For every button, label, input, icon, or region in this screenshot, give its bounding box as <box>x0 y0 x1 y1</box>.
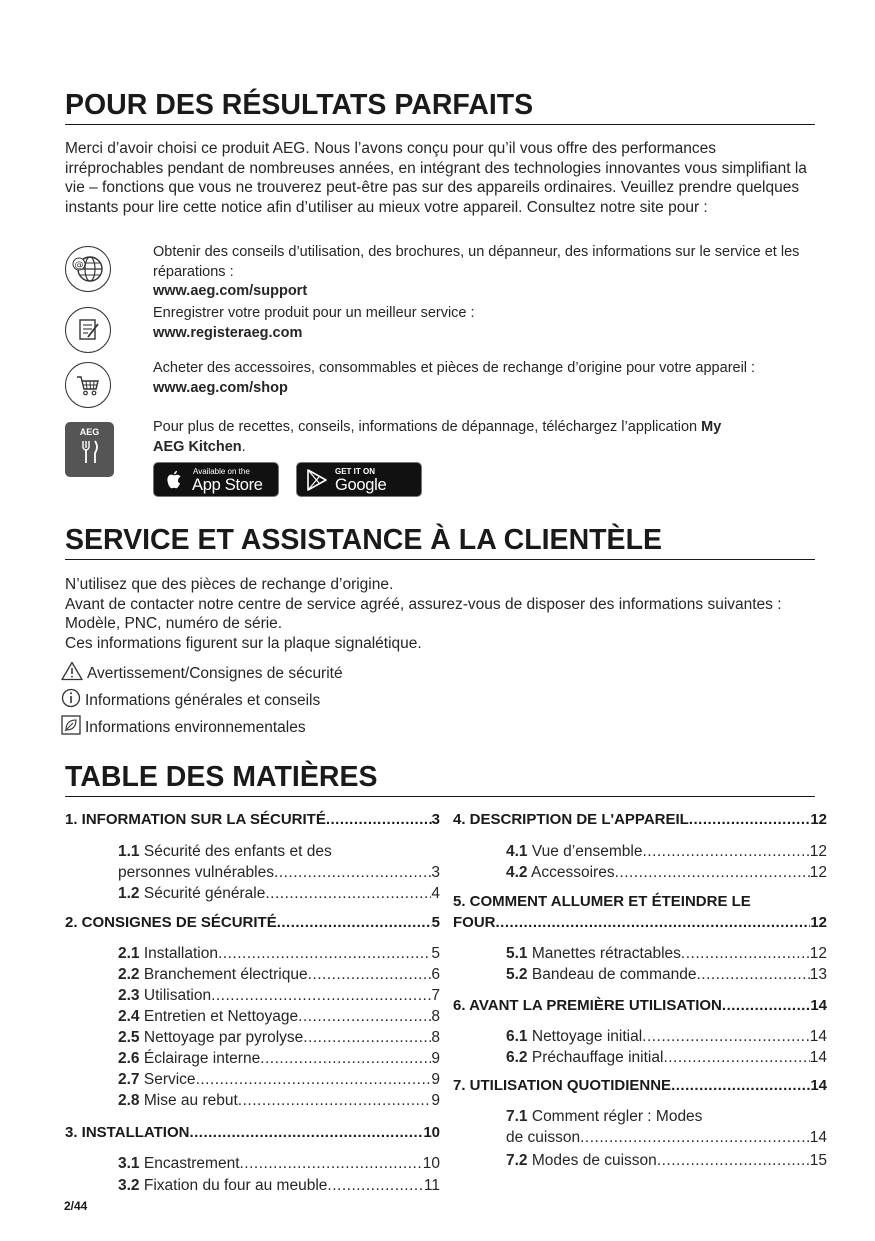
toc-entry[interactable] <box>506 863 827 884</box>
toc-entry-page: 6 <box>431 966 440 983</box>
toc-entry-page: 11 <box>423 1177 440 1194</box>
support-link[interactable]: www.aeg.com/support <box>153 283 308 299</box>
toc-entry-page: 14 <box>809 1028 827 1045</box>
toc-entry-page: 13 <box>809 966 827 983</box>
toc-entry-number: 7.2 <box>506 1152 528 1169</box>
toc-entry[interactable] <box>453 892 827 934</box>
toc-entry-title: 2. CONSIGNES DE SÉCURITÉ <box>65 914 277 931</box>
toc-entry[interactable] <box>506 965 827 986</box>
shopping-cart-icon <box>65 362 111 408</box>
legend-environment <box>61 715 306 740</box>
intro-paragraph: Merci d’avoir choisi ce produit AEG. Nous l’avons conçu pour qu’il vous offre des performances irréprochables pendant de nombreuses années, en intégrant des technologies innovantes vous simplifiant la vie – fonctions que vous ne trouverez peut-être pas sur des appareils ordinaires. Veuillez prendre quelques instants pour lire cette notice afin d’utiliser au mieux votre appareil. Consultez notre site pour : <box>65 140 807 216</box>
fork-knife-icon <box>78 439 102 465</box>
toc-entry-page: 4 <box>431 885 440 902</box>
toc-entry-number: 5.2 <box>506 966 528 983</box>
toc-entry-title: Sécurité générale <box>139 885 266 902</box>
toc-entry-page: 3 <box>431 811 440 828</box>
register-text-block <box>153 304 818 343</box>
toc-entry[interactable] <box>65 913 440 934</box>
aeg-kitchen-app-icon <box>65 422 114 477</box>
toc-entry-number: 2.4 <box>118 1008 140 1025</box>
toc-entry-title: Service <box>139 1071 196 1088</box>
toc-entry-number: 1.1 <box>118 843 140 860</box>
warning-triangle-icon <box>61 661 83 686</box>
toc-entry-number: 1.2 <box>118 885 140 902</box>
toc-entry-title: Installation <box>139 945 218 962</box>
toc-entry-page: 12 <box>809 864 827 881</box>
service-text <box>65 575 817 653</box>
toc-entry[interactable] <box>118 1028 440 1049</box>
toc-entry[interactable] <box>118 1007 440 1028</box>
toc-entry-page: 12 <box>810 811 827 828</box>
toc-entry-title: 3. INSTALLATION <box>65 1124 190 1141</box>
toc-entry-number: 2.5 <box>118 1029 140 1046</box>
toc-entry[interactable] <box>118 965 440 986</box>
toc-entry-page: 8 <box>431 1029 440 1046</box>
play-triangle-icon <box>305 468 329 492</box>
toc-entry-title: Éclairage interne <box>139 1050 261 1067</box>
support-text-block <box>153 243 818 302</box>
app-text-period: . <box>241 438 246 455</box>
globe-at-icon <box>65 246 111 292</box>
toc-entry[interactable] <box>118 884 440 905</box>
toc-entry-page: 14 <box>809 1049 827 1066</box>
toc-entry-page: 7 <box>431 987 440 1004</box>
toc-entry-number: 2.2 <box>118 966 140 983</box>
toc-entry-page: 12 <box>809 945 827 962</box>
app-store-badge[interactable] <box>153 462 279 497</box>
toc-entry[interactable] <box>65 1123 440 1144</box>
toc-entry-page: 8 <box>431 1008 440 1025</box>
toc-entry-title: 4. DESCRIPTION DE L'APPAREIL <box>453 811 689 828</box>
toc-entry-number: 3.2 <box>118 1177 140 1194</box>
google-play-big-text: Google Play <box>335 476 387 513</box>
toc-entry-title: Branchement électrique <box>139 966 308 983</box>
info-circle-icon <box>61 688 81 713</box>
apple-icon <box>164 469 184 491</box>
shop-text-block <box>153 359 818 398</box>
legend-warning <box>61 661 343 686</box>
app-text: Pour plus de recettes, conseils, informations de dépannage, téléchargez l’application <box>153 419 702 435</box>
toc-entry-page: 3 <box>431 863 440 881</box>
toc-entry[interactable] <box>506 1027 827 1048</box>
toc-entry[interactable] <box>453 810 827 831</box>
toc-entry-page: 14 <box>810 1077 827 1094</box>
toc-entry-title: Mise au rebut <box>139 1092 238 1109</box>
google-play-badge[interactable] <box>296 462 422 513</box>
legend-info <box>61 688 320 713</box>
toc-entry-number: 4.2 <box>506 864 528 881</box>
toc-entry[interactable] <box>118 1091 440 1112</box>
toc-entry-title: Nettoyage par pyrolyse <box>139 1029 304 1046</box>
toc-entry-title: Accessoires <box>527 864 615 881</box>
toc-entry-number: 2.3 <box>118 987 140 1004</box>
toc-entry-page: 9 <box>431 1071 440 1088</box>
toc-entry[interactable] <box>506 1048 827 1069</box>
section-title-toc: TABLE DES MATIÈRES <box>65 760 815 797</box>
toc-entry[interactable] <box>506 1107 827 1149</box>
toc-entry-page: 14 <box>810 997 827 1014</box>
toc-entry-title: Encastrement <box>139 1155 240 1172</box>
toc-entry-page: 5 <box>431 914 440 931</box>
toc-entry[interactable] <box>118 944 440 965</box>
toc-entry-title: Préchauffage initial <box>527 1049 664 1066</box>
toc-entry[interactable] <box>453 996 827 1017</box>
toc-entry-number: 6.1 <box>506 1028 528 1045</box>
toc-entry-title-cont: de cuisson <box>506 1128 581 1146</box>
toc-entry-title: Sécurité des enfants et des <box>139 843 332 860</box>
toc-entry-number: 4.1 <box>506 843 528 860</box>
toc-entry-number: 3.1 <box>118 1155 140 1172</box>
toc-entry-number: 2.1 <box>118 945 140 962</box>
toc-entry[interactable] <box>118 1070 440 1091</box>
toc-entry-page: 10 <box>422 1155 440 1172</box>
app-text-block <box>153 418 818 457</box>
app-name-part2: AEG Kitchen <box>153 438 242 455</box>
app-store-big-text: App Store <box>192 476 263 494</box>
toc-entry-page: 12 <box>809 843 827 860</box>
section-title-service: SERVICE ET ASSISTANCE À LA CLIENTÈLE <box>65 523 815 560</box>
toc-entry[interactable] <box>453 1076 827 1097</box>
page-number: 2/44 <box>64 1199 88 1213</box>
toc-entry-title: Vue d’ensemble <box>527 843 643 860</box>
toc-entry[interactable] <box>118 1154 440 1175</box>
toc-entry-title-cont: FOUR <box>453 913 496 931</box>
toc-entry-title: 6. AVANT LA PREMIÈRE UTILISATION <box>453 997 722 1014</box>
toc-entry-title: Manettes rétractables <box>527 945 681 962</box>
app-name-part1: My <box>701 419 722 435</box>
toc-entry-title: Entretien et Nettoyage <box>139 1008 299 1025</box>
shop-link[interactable]: www.aeg.com/shop <box>153 379 288 396</box>
toc-entry-page: 9 <box>431 1050 440 1067</box>
toc-entry-number: 6.2 <box>506 1049 528 1066</box>
leaf-icon <box>61 715 81 740</box>
toc-entry[interactable] <box>118 842 440 884</box>
toc-entry[interactable] <box>506 842 827 863</box>
toc-entry-title: 1. INFORMATION SUR LA SÉCURITÉ <box>65 811 326 828</box>
toc-entry[interactable] <box>506 1151 827 1172</box>
toc-entry[interactable] <box>118 1049 440 1070</box>
toc-entry-page: 9 <box>431 1092 440 1109</box>
toc-entry-number: 2.6 <box>118 1050 140 1067</box>
register-link[interactable]: www.registeraeg.com <box>153 324 303 341</box>
toc-entry-page: 10 <box>423 1124 440 1141</box>
legend-info-text: Informations générales et conseils <box>85 692 321 709</box>
toc-entry-page: 15 <box>809 1152 827 1169</box>
toc-entry[interactable] <box>118 1176 440 1197</box>
toc-entry[interactable] <box>65 810 440 831</box>
toc-entry-page: 12 <box>810 913 827 931</box>
registration-form-icon <box>65 307 111 353</box>
toc-entry-page: 14 <box>809 1128 827 1146</box>
legend-warning-text: Avertissement/Consignes de sécurité <box>87 665 343 682</box>
toc-entry-title: 7. UTILISATION QUOTIDIENNE <box>453 1077 672 1094</box>
aeg-logo-text: AEG <box>79 427 100 437</box>
toc-entry-title: Utilisation <box>139 987 212 1004</box>
toc-entry-page: 5 <box>431 945 440 962</box>
legend-environment-text: Informations environnementales <box>85 719 306 736</box>
service-line-3: Ces informations figurent sur la plaque signalétique. <box>65 634 422 652</box>
toc-entry-number: 5.1 <box>506 945 528 962</box>
toc-entry-title: Bandeau de commande <box>527 966 697 983</box>
service-line-2: Avant de contacter notre centre de service agréé, assurez-vous de disposer des informations suivantes : Modèle, PNC, numéro de série. <box>65 595 782 633</box>
toc-entry-number: 2.7 <box>118 1071 140 1088</box>
toc-entry[interactable] <box>118 986 440 1007</box>
section-title-results: POUR DES RÉSULTATS PARFAITS <box>65 88 815 125</box>
toc-entry-title: Fixation du four au meuble <box>139 1177 328 1194</box>
shop-text: Acheter des accessoires, consommables et pièces de rechange d’origine pour votre appareil : <box>153 360 756 376</box>
support-text: Obtenir des conseils d’utilisation, des brochures, un dépanneur, des informations sur le service et les réparations : <box>153 244 800 280</box>
toc-entry-title-cont: personnes vulnérables <box>118 863 274 881</box>
toc-entry-title: Nettoyage initial <box>527 1028 643 1045</box>
svg-text:@: @ <box>74 260 84 271</box>
register-text: Enregistrer votre produit pour un meilleur service : <box>153 305 475 321</box>
toc-entry-number: 7.1 <box>506 1108 528 1125</box>
google-play-small-text: GET IT ON <box>335 467 375 476</box>
toc-entry-title: Comment régler : Modes <box>527 1108 703 1125</box>
toc-entry-title: 5. COMMENT ALLUMER ET ÉTEINDRE LE <box>453 893 751 910</box>
service-line-1: N’utilisez que des pièces de rechange d’origine. <box>65 576 394 593</box>
toc-entry-number: 2.8 <box>118 1092 140 1109</box>
toc-entry-title: Modes de cuisson <box>527 1152 657 1169</box>
app-store-small-text: Available on the <box>193 467 250 476</box>
toc-entry[interactable] <box>506 944 827 965</box>
